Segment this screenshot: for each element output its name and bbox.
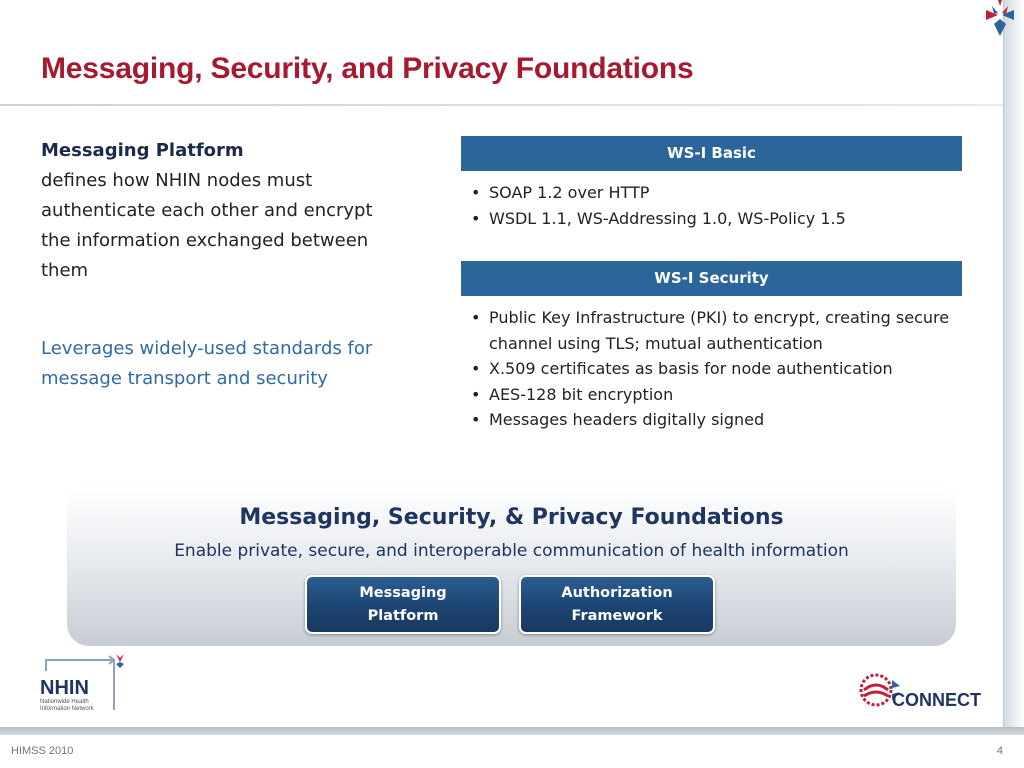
list-item (461, 407, 962, 433)
list-item (461, 180, 962, 206)
ws-i-security-header: WS-I Security (461, 261, 962, 296)
button-label: Authorization Framework (561, 584, 673, 624)
list-item (461, 382, 962, 408)
messaging-platform-button[interactable] (305, 575, 501, 634)
bullet-icon: • (471, 208, 481, 228)
list-item-text: X.509 certificates as basis for node authentication (489, 359, 893, 378)
list-item (461, 305, 962, 356)
footer-event: HIMSS 2010 (11, 745, 74, 757)
nhin-logo (36, 654, 128, 716)
messaging-platform-description: defines how NHIN nodes must authenticate each other and encrypt the information exchanged between them (41, 170, 373, 281)
connect-logo (856, 668, 988, 712)
bullet-icon: • (471, 359, 481, 378)
messaging-platform-heading: Messaging Platform (41, 140, 244, 161)
bullet-icon: • (471, 384, 481, 404)
title-divider (0, 104, 1003, 106)
ws-i-security-panel (461, 305, 962, 433)
ws-i-security-list (461, 305, 962, 433)
page-number: 4 (996, 745, 1003, 757)
authorization-framework-button[interactable] (519, 575, 715, 634)
nhin-wordmark: NHIN (40, 677, 89, 699)
slide-title: Messaging, Security, and Privacy Foundations (41, 52, 694, 85)
bullet-icon: • (471, 183, 481, 202)
list-item (461, 356, 962, 382)
bullet-icon: • (471, 308, 481, 327)
bullet-icon: • (471, 410, 481, 429)
nhin-tagline-line2: Information Network (40, 706, 94, 712)
list-item-text: Public Key Infrastructure (PKI) to encrypt, creating secure channel using TLS; mutual authentication (489, 308, 950, 353)
nhin-tagline-line1: Nationwide Health (40, 699, 89, 705)
frame-right-border (1003, 0, 1006, 727)
list-item-text: SOAP 1.2 over HTTP (489, 183, 650, 202)
list-item-text: Messages headers digitally signed (489, 410, 765, 429)
list-item (461, 206, 962, 232)
foundations-subtitle: Enable private, secure, and interoperable communication of health information (174, 541, 849, 561)
standards-highlight: Leverages widely-used standards for message transport and security (41, 338, 373, 389)
button-label: Messaging Platform (359, 584, 447, 624)
frame-right-shadow (1006, 0, 1024, 727)
ws-i-basic-panel (461, 180, 962, 231)
footer-bar (0, 727, 1024, 735)
left-column (41, 136, 421, 394)
ws-i-basic-header: WS-I Basic (461, 136, 962, 171)
list-item-text: WSDL 1.1, WS-Addressing 1.0, WS-Policy 1.5 (489, 208, 846, 228)
list-item-text: AES-128 bit encryption (489, 384, 674, 404)
foundations-title: Messaging, Security, & Privacy Foundations (239, 505, 784, 530)
connect-wordmark: CONNECT (892, 690, 981, 710)
corner-star-logo-icon (978, 0, 1024, 42)
ws-i-basic-list (461, 180, 962, 231)
